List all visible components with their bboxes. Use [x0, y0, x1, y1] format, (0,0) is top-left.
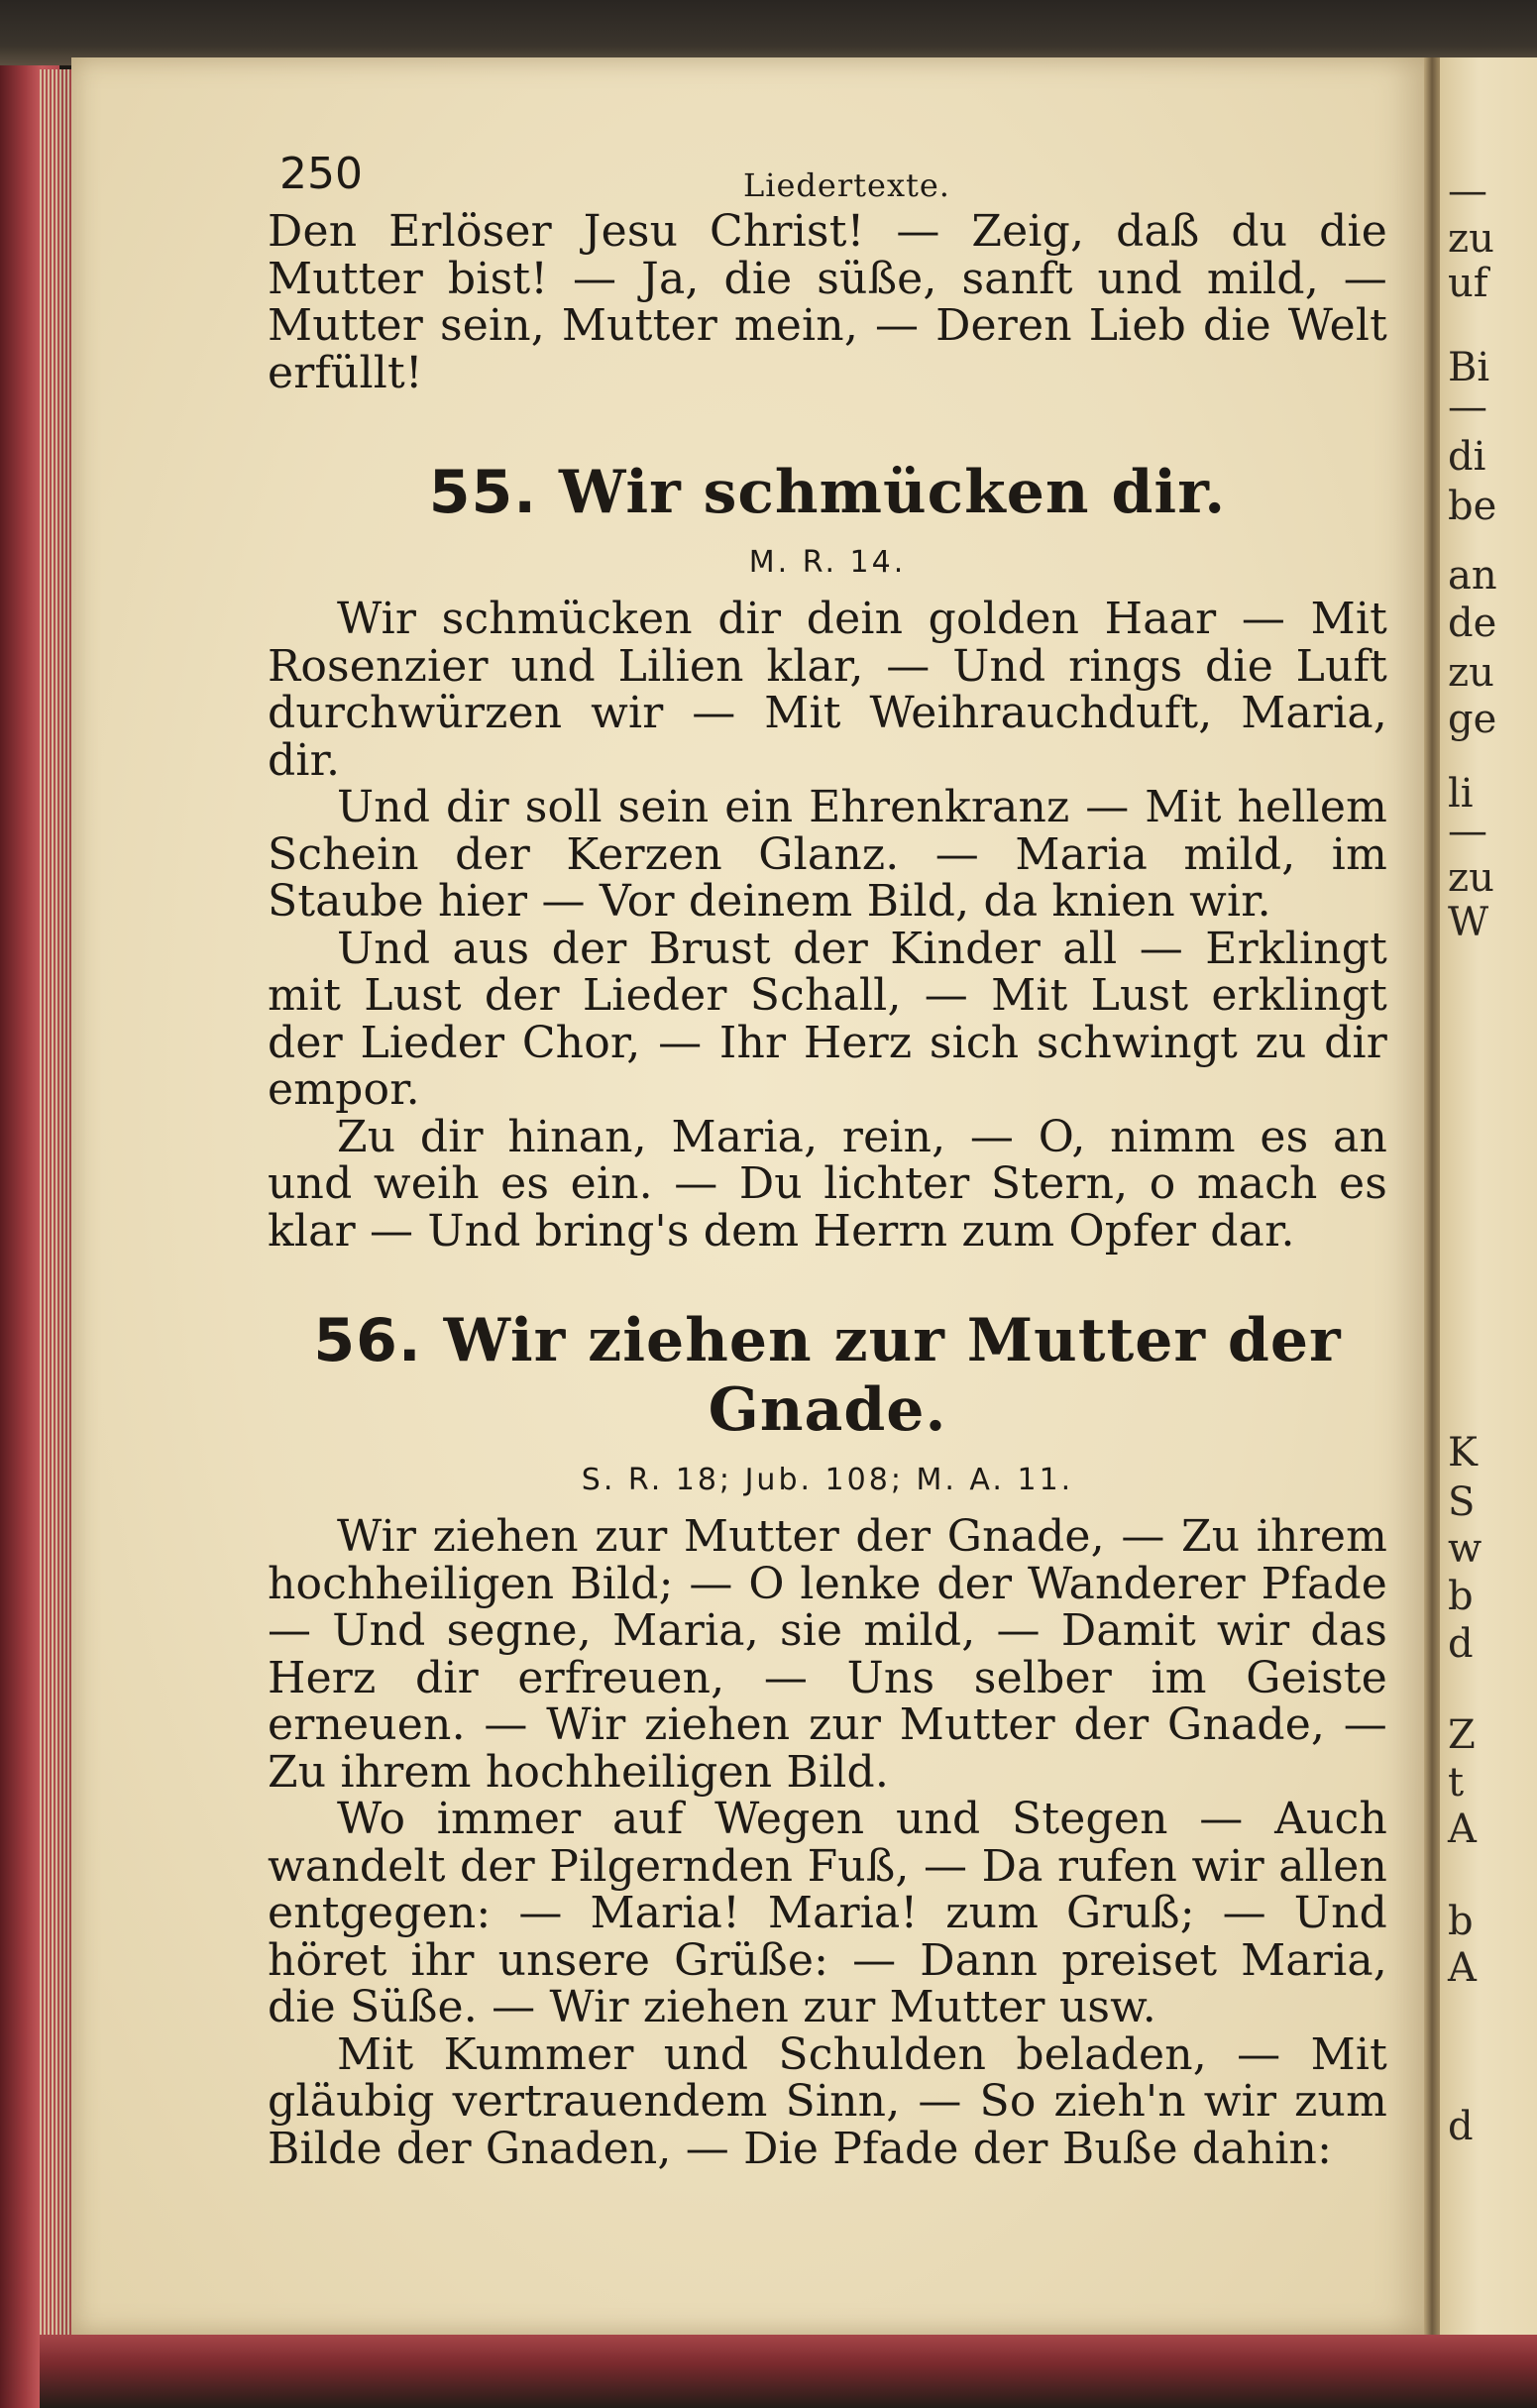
song-title-text: Wir schmücken dir. — [558, 458, 1227, 527]
next-page-fragment: A — [1448, 1945, 1477, 1991]
book-top-edge — [0, 0, 1537, 65]
next-page-fragment: w — [1448, 1526, 1482, 1572]
next-page-fragment: Bi — [1448, 345, 1490, 390]
next-page-fragment: ge — [1448, 697, 1497, 742]
song-number: 56. — [313, 1306, 422, 1375]
next-page-fragment: K — [1448, 1430, 1478, 1476]
verse: Wir schmücken dir dein golden Haar — Mit Rosenzier und Lilien klar, — Und rings die Luft durchwürzen wir — Mit Weihrauchduft, Maria, dir. — [268, 594, 1387, 786]
next-page-fragment: — — [1448, 384, 1487, 430]
verse: Wir ziehen zur Mutter der Gnade, — Zu ihrem hochheiligen Bild; — O lenke der Wanderer Pfade — Und segne, Maria, sie mild, — Damit wir das Herz dir erfreuen, — Uns selber im Geiste erneuen. — Wir ziehen zur Mutter der Gnade, — Zu ihrem hochheiligen Bild. — [268, 1511, 1387, 1798]
song-title — [268, 458, 1387, 527]
book-gutter — [1424, 57, 1440, 2335]
verse: Und dir soll sein ein Ehrenkranz — Mit hellem Schein der Kerzen Glanz. — Maria mild, im Staube hier — Vor deinem Bild, da knien wir. — [268, 782, 1387, 927]
next-page-strip — [1440, 57, 1537, 2335]
song-number: 55. — [428, 458, 538, 527]
book-bottom-edge — [40, 2335, 1537, 2408]
next-page-fragment: A — [1448, 1806, 1477, 1852]
next-page-fragment: an — [1448, 553, 1497, 599]
verse: Wo immer auf Wegen und Stegen — Auch wandelt der Pilgernden Fuß, — Da rufen wir allen entgegen: — Maria! Maria! zum Gruß; — Und höret ihr unsere Grüße: — Dann preiset Maria, die Süße. — Wir ziehen zur Mutter usw. — [268, 1794, 1387, 2032]
next-page-fragment: — — [1448, 168, 1487, 214]
next-page-fragment: d — [1448, 2104, 1474, 2149]
running-head — [268, 149, 1387, 208]
next-page-fragment: de — [1448, 601, 1497, 646]
next-page-fragment: b — [1448, 1574, 1474, 1619]
page-edges — [40, 69, 75, 2349]
next-page-fragment: t — [1448, 1760, 1465, 1806]
song-reference: S. R. 18; Jub. 108; M. A. 11. — [581, 1463, 1074, 1497]
verse: Zu dir hinan, Maria, rein, — O, nimm es an und weih es ein. — Du lichter Stern, o mach es klar — Und bring's dem Herrn zum Opfer dar. — [268, 1111, 1387, 1257]
intro-text: Den Erlöser Jesu Christ! — Zeig, daß du die Mutter bist! — Ja, die süße, sanft und mild, — Mutter sein, Mutter mein, — Deren Lieb die Welt erfüllt! — [268, 206, 1387, 398]
next-page-fragment: zu — [1448, 650, 1494, 696]
running-title: Liedertexte. — [743, 166, 950, 204]
next-page-fragment: li — [1448, 771, 1474, 817]
next-page-fragment: W — [1448, 900, 1489, 945]
verse: Und aus der Brust der Kinder all — Erklingt mit Lust der Lieder Schall, — Mit Lust erklingt der Lieder Chor, — Ihr Herz sich schwingt zu dir empor. — [268, 923, 1387, 1115]
song-title — [268, 1306, 1387, 1445]
next-page-fragment: di — [1448, 434, 1486, 480]
next-page-fragment: Z — [1448, 1712, 1476, 1758]
verse: Mit Kummer und Schulden beladen, — Mit gläubig vertrauendem Sinn, — So zieh'n wir zum Bilde der Gnaden, — Die Pfade der Buße dahin: — [268, 2028, 1387, 2174]
next-page-fragment: d — [1448, 1621, 1474, 1667]
next-page-fragment: — — [1448, 809, 1487, 854]
page-number: 250 — [279, 149, 363, 199]
next-page-fragment: be — [1448, 484, 1497, 529]
next-page-fragment: S — [1448, 1479, 1476, 1525]
song-title-text: Wir ziehen zur Mutter der Gnade. — [443, 1306, 1342, 1445]
next-page-fragment: zu — [1448, 855, 1494, 901]
song-reference: M. R. 14. — [748, 545, 907, 580]
page-content — [268, 149, 1387, 2172]
next-page-fragment: b — [1448, 1899, 1474, 1944]
next-page-fragment: uf — [1448, 261, 1488, 306]
next-page-fragment: zu — [1448, 216, 1494, 262]
